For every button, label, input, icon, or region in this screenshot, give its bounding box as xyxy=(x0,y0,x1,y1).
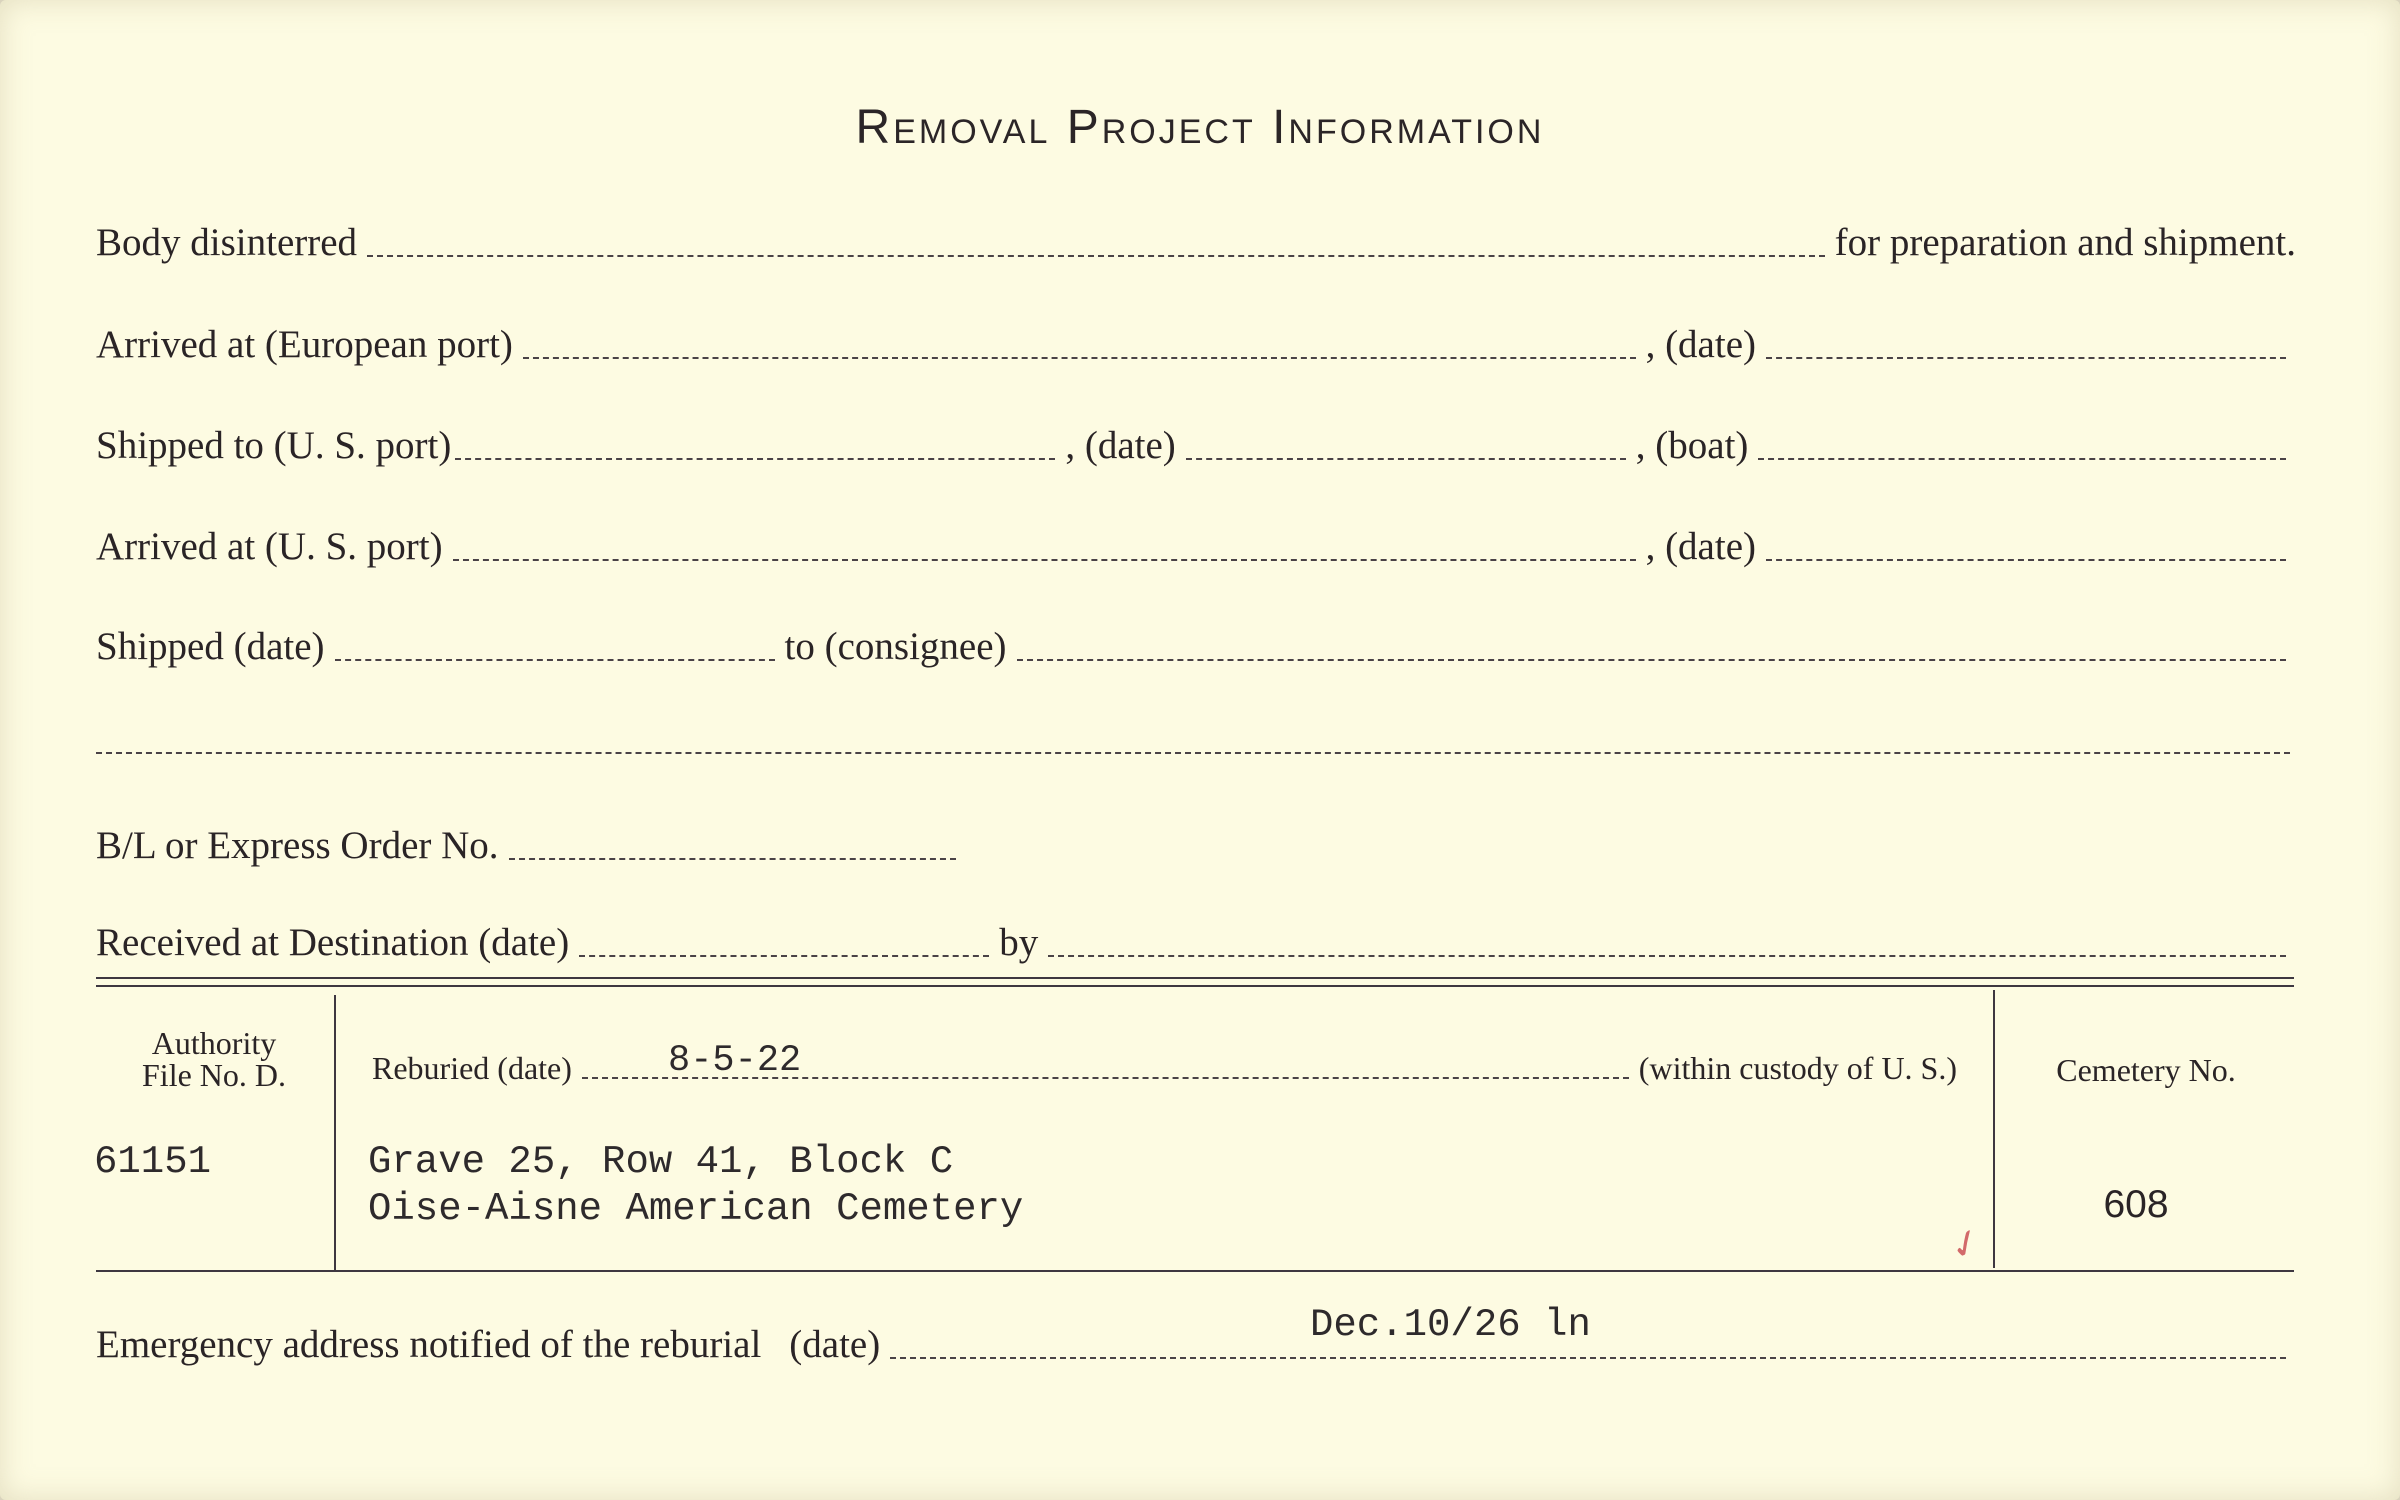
shipped-us-date-line xyxy=(1186,458,1626,460)
table-divider-right xyxy=(1993,990,1995,1268)
grave-location-line2: Oise-Aisne American Cemetery xyxy=(368,1187,1024,1231)
body-disinterred-suffix: for preparation and shipment. xyxy=(1834,221,2296,264)
body-disinterred-label: Body disinterred xyxy=(96,221,358,264)
reburied-date-value: 8-5-22 xyxy=(668,1040,802,1082)
bl-order-line xyxy=(509,858,956,860)
received-date-line xyxy=(579,955,989,957)
table-top-rule-2 xyxy=(96,985,2294,987)
row-received xyxy=(96,920,2296,966)
row-reburied xyxy=(372,1050,1957,1086)
row-bl-order xyxy=(96,823,966,869)
arrived-european-label: Arrived at (European port) xyxy=(96,323,513,366)
shipped-us-boat-label: , (boat) xyxy=(1635,424,1749,467)
cemetery-number: 608 xyxy=(2103,1183,2169,1226)
table-divider-left xyxy=(334,995,336,1270)
shipped-us-boat-line xyxy=(1758,458,2286,460)
shipped-us-line xyxy=(455,458,1055,460)
shipped-date-line xyxy=(335,659,775,661)
arrived-us-date-label: , (date) xyxy=(1645,525,1756,568)
emergency-date-label: (date) xyxy=(789,1323,881,1366)
form-title: Removal Project Information xyxy=(855,101,1545,154)
table-top-rule-1 xyxy=(96,977,2294,979)
check-mark-icon: ✓ xyxy=(1942,1219,1990,1271)
emergency-line xyxy=(890,1357,2286,1359)
authority-label-line1: Authority xyxy=(151,1025,277,1061)
emergency-label: Emergency address notified of the reburial xyxy=(96,1323,762,1366)
arrived-european-date-label: , (date) xyxy=(1645,323,1756,366)
received-label: Received at Destination (date) xyxy=(96,921,570,964)
custody-label: (within custody of U. S.) xyxy=(1638,1050,1957,1086)
emergency-date-value: Dec.10/26 ln xyxy=(1310,1303,1591,1347)
consignee-continuation-line xyxy=(96,752,2290,754)
row-shipped-date xyxy=(96,624,2296,670)
consignee-label: to (consignee) xyxy=(784,625,1007,668)
row-arrived-us xyxy=(96,524,2296,570)
shipped-us-label: Shipped to (U. S. port) xyxy=(96,424,452,467)
body-disinterred-line xyxy=(367,255,1825,257)
arrived-european-line xyxy=(523,357,1636,359)
reburied-label: Reburied (date) xyxy=(372,1050,572,1086)
authority-label xyxy=(96,1025,332,1093)
consignee-line xyxy=(1017,659,2286,661)
row-emergency xyxy=(96,1322,2296,1368)
cemetery-label: Cemetery No. xyxy=(2056,1052,2236,1088)
row-shipped-us xyxy=(96,423,2296,469)
arrived-us-date-line xyxy=(1766,559,2286,561)
authority-label-line2: File No. D. xyxy=(142,1057,286,1093)
row-body-disinterred xyxy=(96,220,2296,266)
shipped-date-label: Shipped (date) xyxy=(96,625,325,668)
received-by-line xyxy=(1048,955,2286,957)
bl-order-label: B/L or Express Order No. xyxy=(96,824,499,867)
arrived-european-date-line xyxy=(1766,357,2286,359)
arrived-us-label: Arrived at (U. S. port) xyxy=(96,525,443,568)
table-bottom-rule xyxy=(96,1270,2294,1272)
shipped-us-date-label: , (date) xyxy=(1065,424,1176,467)
row-arrived-european xyxy=(96,322,2296,368)
received-by-label: by xyxy=(999,921,1039,964)
authority-file-number: 61151 xyxy=(94,1140,212,1184)
arrived-us-line xyxy=(453,559,1636,561)
grave-location-line1: Grave 25, Row 41, Block C xyxy=(368,1140,954,1184)
